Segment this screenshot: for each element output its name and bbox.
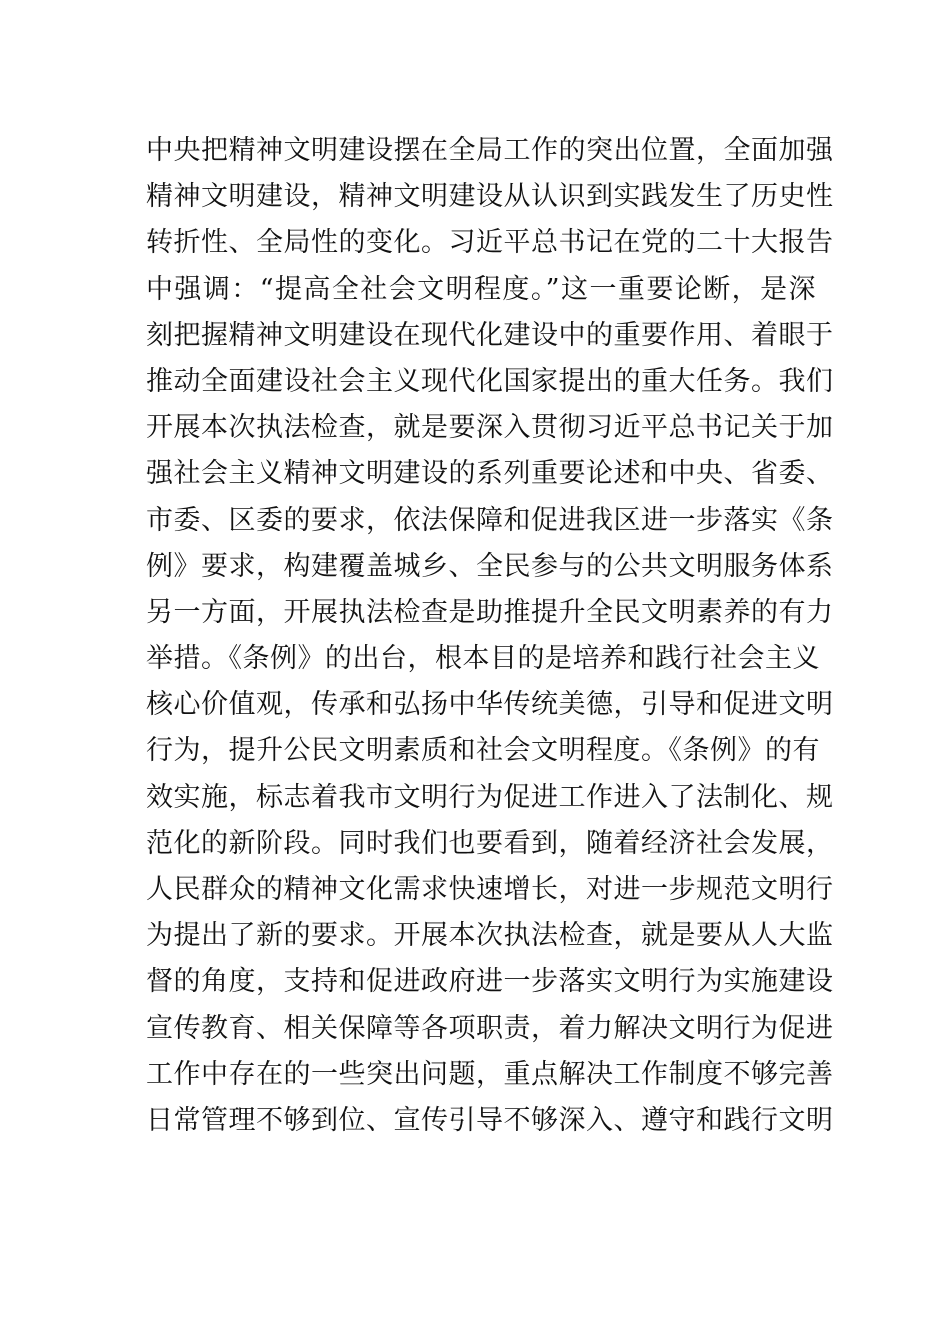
text-line: 精神文明建设，精神文明建设从认识到实践发生了历史性 xyxy=(146,181,834,213)
text-line: 例》要求，构建覆盖城乡、全民参与的公共文明服务体系 xyxy=(146,550,834,582)
text-line: 效实施，标志着我市文明行为促进工作进入了法制化、规 xyxy=(146,781,834,813)
text-line: 督的角度，支持和促进政府进一步落实文明行为实施建设 xyxy=(146,966,834,998)
text-line: 为提出了新的要求。开展本次执法检查，就是要从人大监 xyxy=(146,920,834,952)
text-line: 开展本次执法检查，就是要深入贯彻习近平总书记关于加 xyxy=(146,412,834,444)
text-line: 中央把精神文明建设摆在全局工作的突出位置，全面加强 xyxy=(146,135,834,166)
text-line: 市委、区委的要求，依法保障和促进我区进一步落实《条 xyxy=(146,504,834,536)
text-line: 核心价值观，传承和弘扬中华传统美德，引导和促进文明 xyxy=(146,689,834,721)
text-line: 举措。《条例》的出台，根本目的是培养和践行社会主义 xyxy=(146,643,820,675)
text-line: 人民群众的精神文化需求快速增长，对进一步规范文明行 xyxy=(146,874,834,905)
text-line: 行为，提升公民文明素质和社会文明程度。《条例》的有 xyxy=(146,735,820,767)
text-line: 中强调：“提高全社会文明程度。”这一重要论断，是深 xyxy=(146,273,816,305)
body-text xyxy=(146,128,834,1144)
text-line: 刻把握精神文明建设在现代化建设中的重要作用、着眼于 xyxy=(146,319,834,351)
text-line: 日常管理不够到位、宣传引导不够深入、遵守和践行文明 xyxy=(146,1104,834,1136)
text-line: 强社会主义精神文明建设的系列重要论述和中央、省委、 xyxy=(146,458,834,490)
text-line: 推动全面建设社会主义现代化国家提出的重大任务。我们 xyxy=(146,365,834,397)
text-line: 宣传教育、相关保障等各项职责，着力解决文明行为促进 xyxy=(146,1012,834,1044)
text-line: 工作中存在的一些突出问题，重点解决工作制度不够完善 xyxy=(146,1058,834,1090)
text-line: 转折性、全局性的变化。习近平总书记在党的二十大报告 xyxy=(146,227,834,259)
text-line: 另一方面，开展执法检查是助推提升全民文明素养的有力 xyxy=(146,596,834,628)
text-line: 范化的新阶段。同时我们也要看到，随着经济社会发展， xyxy=(146,827,834,859)
